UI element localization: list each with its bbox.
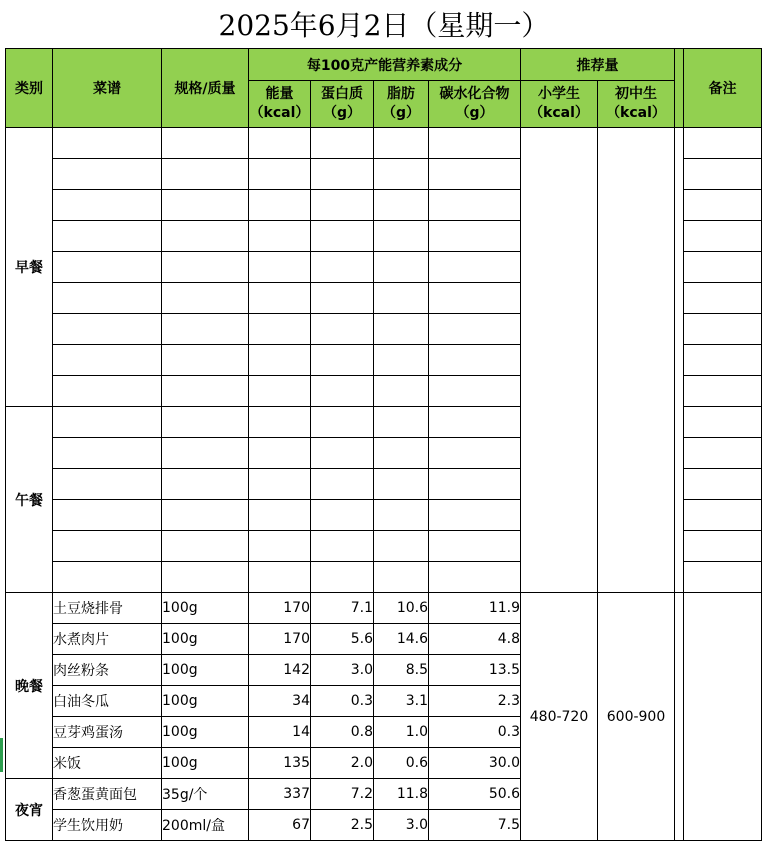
header-spec[interactable]: 规格/质量: [162, 49, 249, 128]
row-selection-marker: [0, 738, 3, 772]
protein-cell[interactable]: [311, 252, 374, 283]
energy-cell[interactable]: [249, 345, 311, 376]
gap-column-upper[interactable]: [675, 128, 684, 593]
carb-cell[interactable]: [429, 376, 521, 407]
remark-cell[interactable]: [684, 407, 762, 438]
dish-cell[interactable]: 学生饮用奶: [53, 810, 162, 841]
remark-cell[interactable]: [684, 531, 762, 562]
protein-cell[interactable]: [311, 283, 374, 314]
spec-cell[interactable]: 100g: [162, 655, 249, 686]
protein-cell[interactable]: [311, 314, 374, 345]
remark-cell[interactable]: [684, 283, 762, 314]
spec-cell[interactable]: [162, 190, 249, 221]
carb-cell[interactable]: [429, 407, 521, 438]
remark-cell[interactable]: [684, 314, 762, 345]
fat-cell[interactable]: 10.6: [374, 593, 429, 624]
spec-cell[interactable]: [162, 469, 249, 500]
carb-cell[interactable]: [429, 252, 521, 283]
carb-cell[interactable]: [429, 190, 521, 221]
remark-lower[interactable]: [684, 593, 762, 841]
energy-cell[interactable]: 337: [249, 779, 311, 810]
energy-cell[interactable]: 67: [249, 810, 311, 841]
energy-cell[interactable]: 34: [249, 686, 311, 717]
header-carb[interactable]: [429, 81, 521, 128]
header-junior-label: 初中生: [615, 86, 657, 102]
header-remark[interactable]: 备注: [684, 49, 762, 128]
dish-cell[interactable]: 土豆烧排骨: [53, 593, 162, 624]
dish-cell[interactable]: 香葱蛋黄面包: [53, 779, 162, 810]
fat-cell[interactable]: [374, 283, 429, 314]
header-primary-unit: （kcal）: [529, 105, 589, 121]
spec-cell[interactable]: 200ml/盒: [162, 810, 249, 841]
fat-cell[interactable]: [374, 159, 429, 190]
dish-cell[interactable]: [53, 562, 162, 593]
spec-cell[interactable]: [162, 562, 249, 593]
protein-cell[interactable]: [311, 128, 374, 159]
recommend-junior-upper[interactable]: [598, 128, 675, 593]
dish-cell[interactable]: [53, 283, 162, 314]
fat-cell[interactable]: 3.0: [374, 810, 429, 841]
carb-cell[interactable]: [429, 345, 521, 376]
carb-cell[interactable]: [429, 283, 521, 314]
carb-cell[interactable]: [429, 562, 521, 593]
fat-cell[interactable]: [374, 438, 429, 469]
header-protein-unit: （g）: [322, 105, 362, 121]
carb-cell[interactable]: 0.3: [429, 717, 521, 748]
fat-cell[interactable]: [374, 376, 429, 407]
spec-cell[interactable]: [162, 283, 249, 314]
category-breakfast[interactable]: 早餐: [6, 128, 53, 407]
category-lunch[interactable]: 午餐: [6, 407, 53, 593]
energy-cell[interactable]: [249, 438, 311, 469]
header-protein[interactable]: [311, 81, 374, 128]
protein-cell[interactable]: 0.8: [311, 717, 374, 748]
fat-cell[interactable]: [374, 314, 429, 345]
recommend-junior-value[interactable]: 600-900: [598, 593, 675, 841]
fat-cell[interactable]: [374, 190, 429, 221]
spec-cell[interactable]: [162, 314, 249, 345]
fat-cell[interactable]: 3.1: [374, 686, 429, 717]
energy-cell[interactable]: 170: [249, 624, 311, 655]
carb-cell[interactable]: 4.8: [429, 624, 521, 655]
page-title: 2025年6月2日（星期一）: [218, 9, 550, 42]
spec-cell[interactable]: [162, 128, 249, 159]
energy-cell[interactable]: 135: [249, 748, 311, 779]
header-category[interactable]: 类别: [6, 49, 53, 128]
spec-cell[interactable]: 100g: [162, 686, 249, 717]
remark-cell[interactable]: [684, 500, 762, 531]
carb-cell[interactable]: [429, 159, 521, 190]
protein-cell[interactable]: 7.1: [311, 593, 374, 624]
energy-cell[interactable]: [249, 407, 311, 438]
remark-cell[interactable]: [684, 438, 762, 469]
remark-cell[interactable]: [684, 221, 762, 252]
spec-cell[interactable]: [162, 407, 249, 438]
spec-cell[interactable]: [162, 159, 249, 190]
protein-cell[interactable]: [311, 469, 374, 500]
carb-cell[interactable]: 13.5: [429, 655, 521, 686]
spec-cell[interactable]: [162, 531, 249, 562]
dish-cell[interactable]: [53, 531, 162, 562]
carb-cell[interactable]: [429, 221, 521, 252]
spec-cell[interactable]: 100g: [162, 717, 249, 748]
fat-cell[interactable]: 1.0: [374, 717, 429, 748]
protein-cell[interactable]: [311, 221, 374, 252]
fat-cell[interactable]: [374, 128, 429, 159]
remark-cell[interactable]: [684, 345, 762, 376]
energy-cell[interactable]: [249, 531, 311, 562]
carb-cell[interactable]: 30.0: [429, 748, 521, 779]
dish-cell[interactable]: 米饭: [53, 748, 162, 779]
breakfast-row: [6, 128, 762, 159]
remark-cell[interactable]: [684, 376, 762, 407]
fat-cell[interactable]: 8.5: [374, 655, 429, 686]
fat-cell[interactable]: [374, 252, 429, 283]
remark-cell[interactable]: [684, 128, 762, 159]
protein-cell[interactable]: [311, 345, 374, 376]
protein-cell[interactable]: [311, 438, 374, 469]
protein-cell[interactable]: [311, 531, 374, 562]
carb-cell[interactable]: [429, 469, 521, 500]
dish-cell[interactable]: [53, 407, 162, 438]
protein-cell[interactable]: [311, 376, 374, 407]
dish-cell[interactable]: [53, 190, 162, 221]
dish-cell[interactable]: [53, 469, 162, 500]
dish-cell[interactable]: 豆芽鸡蛋汤: [53, 717, 162, 748]
fat-cell[interactable]: [374, 345, 429, 376]
header-fat-label: 脂肪: [387, 86, 415, 102]
protein-cell[interactable]: 0.3: [311, 686, 374, 717]
header-primary[interactable]: [521, 81, 598, 128]
carb-cell[interactable]: 50.6: [429, 779, 521, 810]
energy-cell[interactable]: [249, 314, 311, 345]
spec-cell[interactable]: 100g: [162, 593, 249, 624]
recommend-primary-upper[interactable]: [521, 128, 598, 593]
fat-cell[interactable]: [374, 500, 429, 531]
header-nutrition-group[interactable]: 每100克产能营养素成分: [249, 49, 521, 81]
spec-cell[interactable]: [162, 252, 249, 283]
energy-cell[interactable]: [249, 159, 311, 190]
fat-cell[interactable]: 0.6: [374, 748, 429, 779]
remark-cell[interactable]: [684, 190, 762, 221]
header-gap[interactable]: [675, 49, 684, 128]
protein-cell[interactable]: 7.2: [311, 779, 374, 810]
dish-cell[interactable]: [53, 314, 162, 345]
protein-cell[interactable]: [311, 407, 374, 438]
header-recommend-group[interactable]: 推荐量: [521, 49, 675, 81]
remark-cell[interactable]: [684, 252, 762, 283]
spec-cell[interactable]: 100g: [162, 748, 249, 779]
category-night[interactable]: 夜宵: [6, 779, 53, 841]
energy-cell[interactable]: [249, 252, 311, 283]
recommend-primary-value[interactable]: 480-720: [521, 593, 598, 841]
header-junior[interactable]: [598, 81, 675, 128]
fat-cell[interactable]: [374, 469, 429, 500]
spec-cell[interactable]: 100g: [162, 624, 249, 655]
dish-cell[interactable]: [53, 345, 162, 376]
dish-cell[interactable]: [53, 500, 162, 531]
menu-table: [5, 48, 762, 841]
spec-cell[interactable]: [162, 345, 249, 376]
protein-cell[interactable]: 5.6: [311, 624, 374, 655]
energy-cell[interactable]: 170: [249, 593, 311, 624]
remark-cell[interactable]: [684, 562, 762, 593]
energy-cell[interactable]: [249, 128, 311, 159]
protein-cell[interactable]: 2.0: [311, 748, 374, 779]
energy-cell[interactable]: 142: [249, 655, 311, 686]
spec-cell[interactable]: [162, 500, 249, 531]
dish-cell[interactable]: [53, 128, 162, 159]
header-fat[interactable]: [374, 81, 429, 128]
protein-cell[interactable]: [311, 500, 374, 531]
energy-cell[interactable]: [249, 376, 311, 407]
dinner-row: [6, 593, 762, 624]
dish-cell[interactable]: 肉丝粉条: [53, 655, 162, 686]
carb-cell[interactable]: 2.3: [429, 686, 521, 717]
energy-cell[interactable]: [249, 500, 311, 531]
protein-cell[interactable]: 2.5: [311, 810, 374, 841]
header-carb-unit: （g）: [455, 105, 494, 121]
spec-cell[interactable]: [162, 438, 249, 469]
energy-cell[interactable]: [249, 190, 311, 221]
dish-cell[interactable]: 水煮肉片: [53, 624, 162, 655]
remark-cell[interactable]: [684, 469, 762, 500]
header-dish[interactable]: 菜谱: [53, 49, 162, 128]
fat-cell[interactable]: 11.8: [374, 779, 429, 810]
header-carb-label: 碳水化合物: [439, 86, 510, 102]
energy-cell[interactable]: [249, 283, 311, 314]
category-dinner[interactable]: 晚餐: [6, 593, 53, 779]
header-row-1: [6, 49, 762, 81]
header-protein-label: 蛋白质: [321, 86, 363, 102]
spec-cell[interactable]: [162, 376, 249, 407]
dish-cell[interactable]: [53, 252, 162, 283]
header-energy-unit: （kcal）: [249, 105, 310, 121]
carb-cell[interactable]: [429, 531, 521, 562]
carb-cell[interactable]: [429, 438, 521, 469]
carb-cell[interactable]: [429, 128, 521, 159]
fat-cell[interactable]: [374, 221, 429, 252]
dish-cell[interactable]: [53, 159, 162, 190]
header-energy-label: 能量: [265, 86, 294, 102]
protein-cell[interactable]: [311, 190, 374, 221]
dish-cell[interactable]: 白油冬瓜: [53, 686, 162, 717]
header-primary-label: 小学生: [538, 86, 580, 102]
spec-cell[interactable]: [162, 221, 249, 252]
header-energy[interactable]: [249, 81, 311, 128]
header-junior-unit: （kcal）: [606, 105, 666, 121]
carb-cell[interactable]: 7.5: [429, 810, 521, 841]
energy-cell[interactable]: [249, 562, 311, 593]
energy-cell[interactable]: [249, 221, 311, 252]
spec-cell[interactable]: 35g/个: [162, 779, 249, 810]
fat-cell[interactable]: [374, 562, 429, 593]
dish-cell[interactable]: [53, 438, 162, 469]
fat-cell[interactable]: [374, 407, 429, 438]
remark-cell[interactable]: [684, 159, 762, 190]
header-fat-unit: （g）: [381, 105, 421, 121]
energy-cell[interactable]: [249, 469, 311, 500]
protein-cell[interactable]: [311, 159, 374, 190]
fat-cell[interactable]: 14.6: [374, 624, 429, 655]
carb-cell[interactable]: 11.9: [429, 593, 521, 624]
dish-cell[interactable]: [53, 221, 162, 252]
protein-cell[interactable]: 3.0: [311, 655, 374, 686]
carb-cell[interactable]: [429, 314, 521, 345]
gap-column-lower[interactable]: [675, 593, 684, 841]
fat-cell[interactable]: [374, 531, 429, 562]
energy-cell[interactable]: 14: [249, 717, 311, 748]
dish-cell[interactable]: [53, 376, 162, 407]
carb-cell[interactable]: [429, 500, 521, 531]
protein-cell[interactable]: [311, 562, 374, 593]
